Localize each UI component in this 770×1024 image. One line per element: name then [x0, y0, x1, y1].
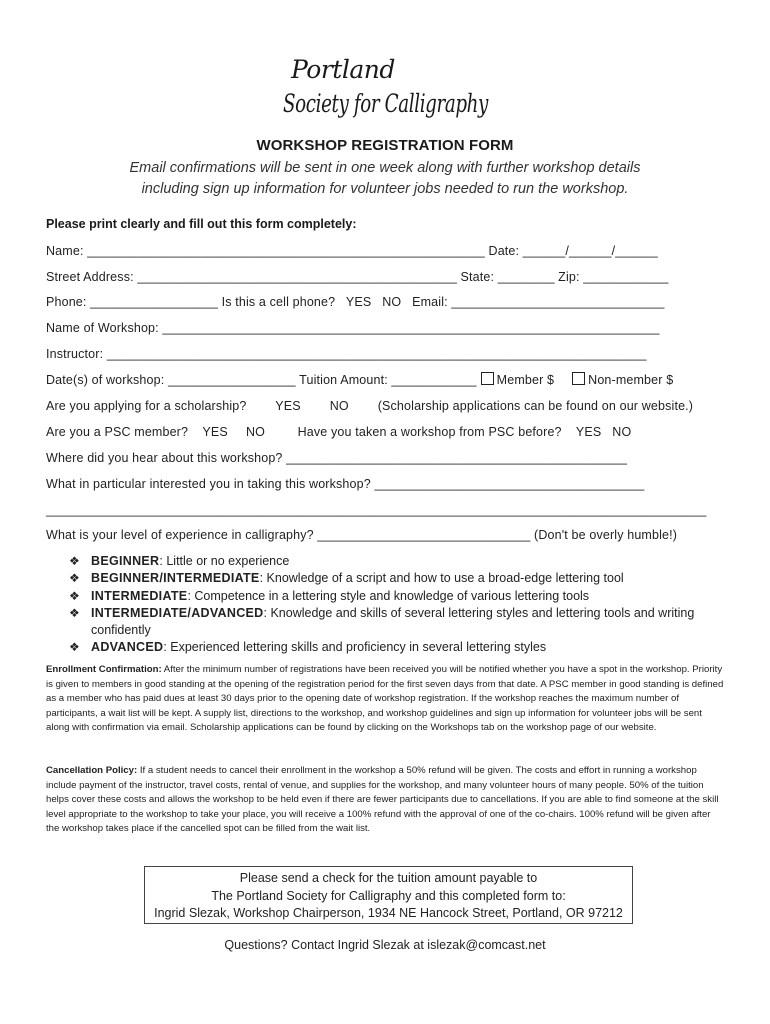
logo-mark — [283, 50, 493, 122]
nonmember-label: Non-member $ — [588, 373, 674, 387]
payment-line2: The Portland Society for Calligraphy and this completed form to: — [211, 888, 566, 903]
level-description: : Little or no experience — [159, 554, 290, 568]
list-item — [69, 605, 711, 640]
contact-line: Questions? Contact Ingrid Slezak at islezak@comcast.net — [224, 938, 546, 952]
payment-instructions-box — [144, 866, 633, 924]
list-item — [69, 553, 711, 570]
level-name: ADVANCED — [91, 640, 164, 655]
list-item — [69, 588, 711, 605]
enrollment-heading: Enrollment Confirmation: — [46, 664, 162, 675]
phone-email-field[interactable]: Phone: __________________ Is this a cell phone? YES NO Email: ______________________________ — [46, 295, 665, 309]
subtitle-line1: Email confirmations will be sent in one week along with further workshop details — [129, 160, 641, 176]
logo-line2: Society for Calligraphy — [283, 89, 489, 118]
enrollment-text: After the minimum number of registrations have been received you will be notified whether you have a spot in the workshop. Priority is given to members in good standing at the opening of the registration period for the first seven days from that date. A PSC member in good standing is defined as a member who has paid dues at least 30 days prior to the opening date of workshop registration. If the workshop reaches the maximum number of participants, a wait list will be kept. A supply list, directions to the workshop, and workshop guidelines and sign up information for volunteer jobs will be sent along with confirmation via email. Scholarship applications can be found by clicking on the Workshops tab on the workshop page of our website. — [46, 664, 724, 734]
payment-line1: Please send a check for the tuition amount payable to — [239, 871, 538, 885]
cancellation-text: If a student needs to cancel their enrollment in the workshop a 50% refund will be given. The costs and effort in running a workshop include payment of the instructor, travel costs, rental of venue, and supplies for the workshop, and many volunteer hours of many people. 50% of the tuition helps cover these costs and allows the workshop to be held even if there are fewer participants due to cancellations. If you are able to find someone at the skill level appropriate to the workshop to take your place, you will receive a 100% refund with the approval of one of the co-chairs. 100% refund will be given after the workshop takes place if the cancelled spot can be filled from the wait list. — [46, 765, 719, 835]
cancellation-heading: Cancellation Policy: — [46, 765, 138, 776]
experience-field[interactable]: What is your level of experience in calligraphy? ______________________________ (Don't be overly humble!) — [46, 528, 678, 542]
level-name: INTERMEDIATE/ADVANCED — [91, 605, 264, 620]
instructor-field[interactable]: Instructor: ____________________________________________________________________________ — [46, 347, 647, 361]
workshop-name-field[interactable]: Name of Workshop: ______________________________________________________________________ — [46, 321, 660, 335]
list-item — [69, 639, 711, 656]
member-checkbox[interactable] — [481, 372, 494, 385]
level-description: : Knowledge of a script and how to use a broad-edge lettering tool — [259, 571, 624, 586]
nonmember-checkbox[interactable] — [572, 372, 585, 385]
interest-field[interactable]: What in particular interested you in taking this workshop? ______________________________________ — [46, 477, 645, 491]
list-item — [69, 570, 711, 587]
scholarship-question[interactable]: Are you applying for a scholarship? YES NO (Scholarship applications can be found on our website.) — [46, 399, 694, 413]
logo-line1: Portland — [291, 55, 395, 84]
street-address-field[interactable]: Street Address: _____________________________________________ State: ________ Zip: ____________ — [46, 270, 669, 284]
psc-member-question[interactable]: Are you a PSC member? YES NO Have you taken a workshop from PSC before? YES NO — [46, 425, 632, 439]
level-description: : Experienced lettering skills and proficiency in several lettering styles — [163, 640, 547, 655]
subtitle-line2: including sign up information for volunteer jobs needed to run the workshop. — [141, 181, 629, 197]
level-name: BEGINNER — [91, 554, 160, 568]
dates-tuition-row — [46, 372, 673, 387]
diamond-bullet-icon: ❖ — [69, 554, 80, 568]
diamond-bullet-icon: ❖ — [69, 571, 80, 586]
experience-levels-list — [69, 553, 711, 657]
level-name: INTERMEDIATE — [91, 588, 188, 603]
level-description: : Knowledge and skills of several lettering styles and lettering tools and writing confidently — [91, 605, 695, 638]
member-label: Member $ — [496, 373, 555, 387]
hear-about-field[interactable]: Where did you hear about this workshop? ________________________________________________ — [46, 451, 628, 465]
form-title: WORKSHOP REGISTRATION FORM — [256, 137, 514, 154]
dates-tuition-field[interactable]: Date(s) of workshop: __________________ Tuition Amount: ____________ — [46, 373, 477, 387]
cancellation-policy-paragraph — [46, 764, 726, 837]
name-date-field[interactable]: Name: ________________________________________________________ Date: ______/______/______ — [46, 244, 658, 258]
diamond-bullet-icon: ❖ — [69, 588, 80, 603]
payment-line3: Ingrid Slezak, Workshop Chairperson, 1934 NE Hancock Street, Portland, OR 97212 — [154, 906, 623, 920]
diamond-bullet-icon: ❖ — [69, 605, 80, 620]
psc-logo — [283, 50, 493, 122]
diamond-bullet-icon: ❖ — [69, 640, 80, 655]
level-name: BEGINNER/INTERMEDIATE — [91, 571, 260, 586]
level-description: : Competence in a lettering style and knowledge of various lettering tools — [187, 588, 590, 603]
interest-field-continued[interactable]: _____________________________________________________________________________________________ — [46, 503, 707, 517]
enrollment-confirmation-paragraph — [46, 663, 726, 736]
form-instruction: Please print clearly and fill out this form completely: — [46, 217, 357, 231]
